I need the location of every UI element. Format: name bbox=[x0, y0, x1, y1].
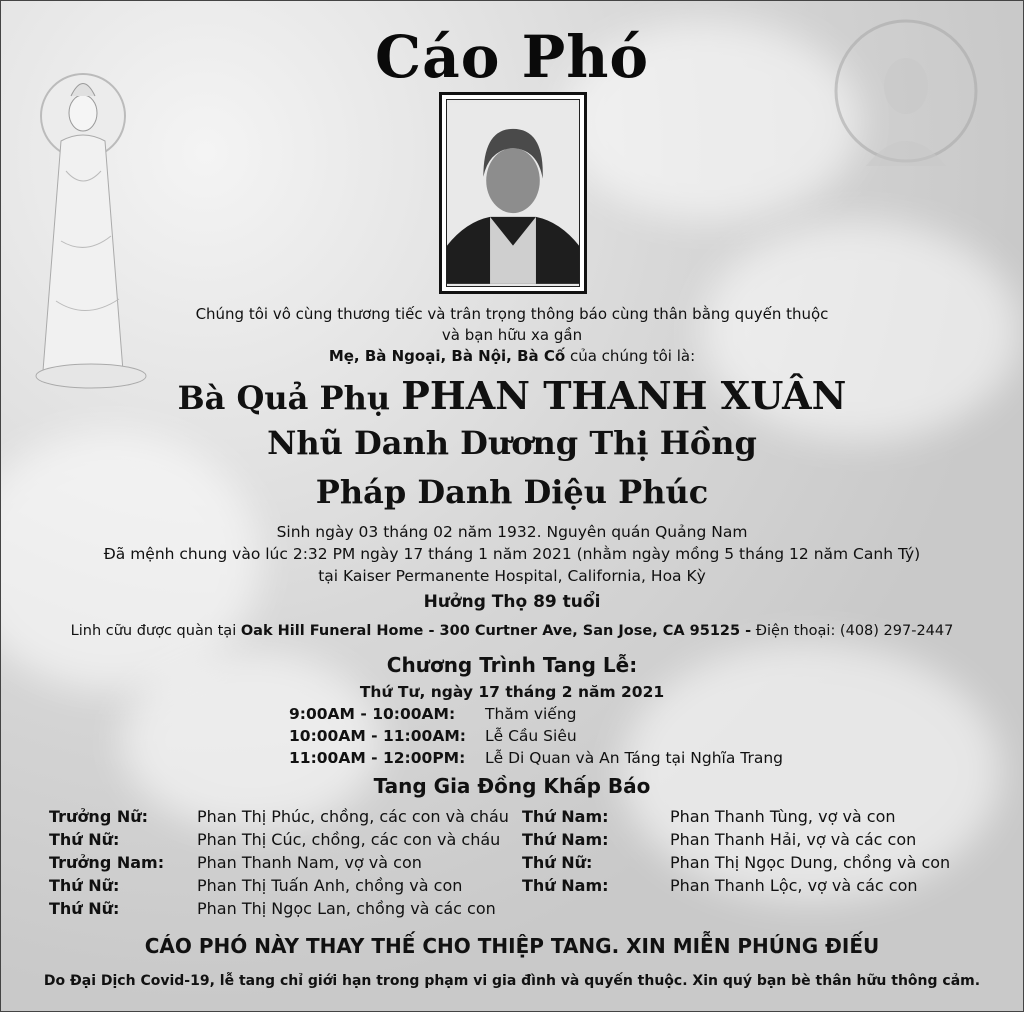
deceased-portrait bbox=[446, 99, 580, 287]
schedule-time: 11:00AM - 12:00PM: bbox=[289, 749, 466, 767]
covid-notice: Do Đại Dịch Covid-19, lễ tang chỉ giới hạn trong phạm vi gia đình và quyến thuộc. Xin quý bạn bè thân hữu thông cảm. bbox=[43, 973, 981, 989]
family-name: Phan Thị Ngọc Dung, chồng và con bbox=[670, 853, 951, 872]
schedule-time: 9:00AM - 10:00AM: bbox=[289, 705, 456, 723]
funeral-home-line bbox=[1, 623, 1023, 639]
name-prefix: Bà Quả Phụ bbox=[177, 379, 402, 417]
relation-rest: của chúng tôi là: bbox=[565, 347, 696, 365]
funeral-prefix: Linh cữu được quàn tại bbox=[70, 623, 241, 639]
relation-bold: Mẹ, Bà Ngoại, Bà Nội, Bà Cố bbox=[328, 347, 566, 365]
program-title: Chương Trình Tang Lễ: bbox=[386, 653, 638, 677]
family-name: Phan Thanh Tùng, vợ và con bbox=[670, 807, 896, 826]
family-name: Phan Thanh Hải, vợ và các con bbox=[670, 830, 917, 849]
family-role: Thứ Nam: bbox=[522, 830, 609, 849]
name-main: PHAN THANH XUÂN bbox=[401, 373, 847, 418]
portrait-frame bbox=[439, 92, 587, 294]
family-role: Trưởng Nam: bbox=[49, 853, 165, 872]
family-role: Trưởng Nữ: bbox=[49, 807, 149, 826]
schedule-time: 10:00AM - 11:00AM: bbox=[289, 727, 466, 745]
family-name: Phan Thị Tuấn Anh, chồng và con bbox=[197, 876, 463, 895]
dharma-name: Pháp Danh Diệu Phúc bbox=[315, 473, 709, 511]
program-date: Thứ Tư, ngày 17 tháng 2 năm 2021 bbox=[359, 683, 665, 701]
relation-line bbox=[1, 346, 1023, 366]
family-name: Phan Thanh Nam, vợ và con bbox=[197, 853, 422, 872]
deceased-name bbox=[1, 373, 1023, 418]
family-role: Thứ Nam: bbox=[522, 807, 609, 826]
death-place: tại Kaiser Permanente Hospital, California, Hoa Kỳ bbox=[318, 567, 706, 585]
intro-line-1: Chúng tôi vô cùng thương tiếc và trân trọng thông báo cùng thân bằng quyến thuộc bbox=[195, 305, 829, 323]
death-info: Đã mệnh chung vào lúc 2:32 PM ngày 17 tháng 1 năm 2021 (nhằm ngày mồng 5 tháng 12 năm Canh Tý) bbox=[103, 545, 921, 563]
family-role: Thứ Nữ: bbox=[49, 830, 120, 849]
maiden-name: Nhũ Danh Dương Thị Hồng bbox=[267, 424, 757, 462]
birth-info: Sinh ngày 03 tháng 02 năm 1932. Nguyên quán Quảng Nam bbox=[276, 523, 748, 541]
schedule-event: Lễ Cầu Siêu bbox=[485, 727, 577, 745]
family-role: Thứ Nam: bbox=[522, 876, 609, 895]
page-title: Cáo Phó bbox=[374, 23, 650, 91]
schedule-event: Thăm viếng bbox=[485, 705, 577, 723]
funeral-phone: Điện thoại: (408) 297-2447 bbox=[751, 623, 954, 639]
family-name: Phan Thanh Lộc, vợ và các con bbox=[670, 876, 918, 895]
family-name: Phan Thị Phúc, chồng, các con và cháu bbox=[197, 807, 509, 826]
family-name: Phan Thị Cúc, chồng, các con và cháu bbox=[197, 830, 501, 849]
family-role: Thứ Nữ: bbox=[522, 853, 593, 872]
age-line: Hưởng Thọ 89 tuổi bbox=[423, 592, 601, 612]
family-role: Thứ Nữ: bbox=[49, 876, 120, 895]
family-role: Thứ Nữ: bbox=[49, 899, 120, 918]
schedule-event: Lễ Di Quan và An Táng tại Nghĩa Trang bbox=[485, 749, 784, 767]
family-title: Tang Gia Đồng Khấp Báo bbox=[373, 774, 651, 798]
notice-line: CÁO PHÓ NÀY THAY THẾ CHO THIỆP TANG. XIN MIỄN PHÚNG ĐIẾU bbox=[144, 934, 880, 958]
family-name: Phan Thị Ngọc Lan, chồng và các con bbox=[197, 899, 496, 918]
funeral-location: Oak Hill Funeral Home - 300 Curtner Ave, San Jose, CA 95125 - bbox=[240, 623, 752, 639]
intro-line-2: và bạn hữu xa gần bbox=[441, 326, 583, 344]
